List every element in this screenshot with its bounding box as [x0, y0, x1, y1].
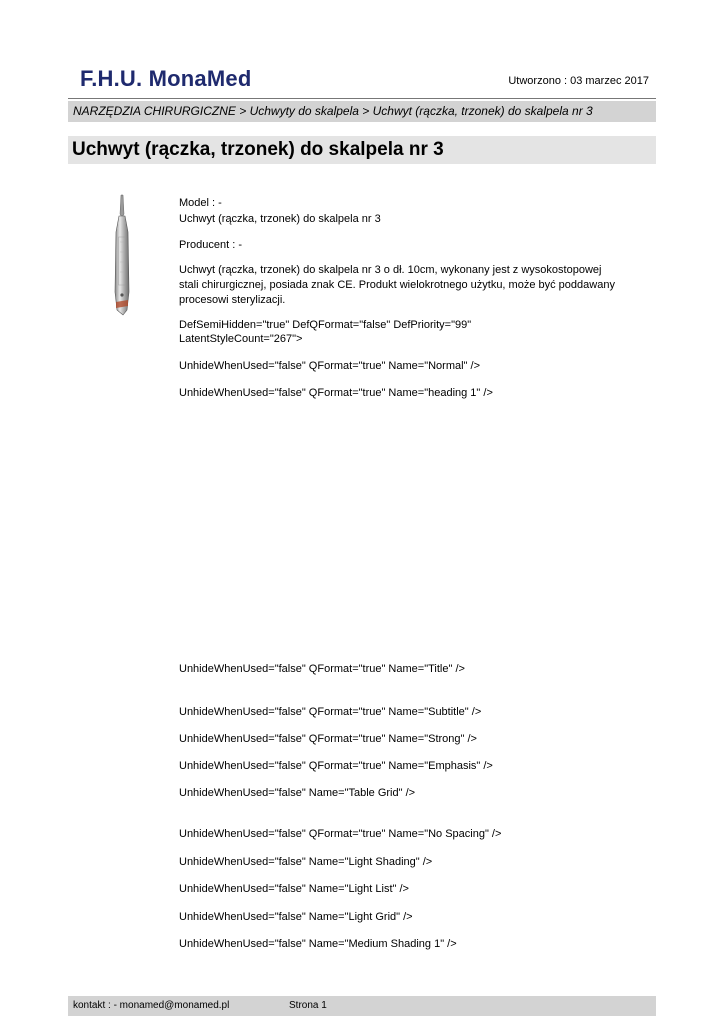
style-entry: UnhideWhenUsed="false" QFormat="true" Name="Subtitle" />	[179, 706, 482, 718]
model-label: Model : -	[179, 197, 222, 209]
model-name: Uchwyt (rączka, trzonek) do skalpela nr 3	[179, 213, 381, 225]
breadcrumb: NARZĘDZIA CHIRURGICZNE > Uchwyty do skalpela > Uchwyt (rączka, trzonek) do skalpela nr 3	[68, 101, 656, 122]
producer-label: Producent : -	[179, 239, 242, 251]
style-entry: UnhideWhenUsed="false" Name="Light List" />	[179, 883, 409, 895]
page-number: Strona 1	[289, 1000, 327, 1011]
latent-styles-line-1: DefSemiHidden="true" DefQFormat="false" DefPriority="99"	[179, 319, 472, 331]
page-title: Uchwyt (rączka, trzonek) do skalpela nr 3	[72, 139, 444, 160]
style-entry: UnhideWhenUsed="false" Name="Light Grid" />	[179, 911, 413, 923]
style-entry: UnhideWhenUsed="false" Name="Table Grid" />	[179, 787, 416, 799]
product-image	[72, 192, 172, 317]
style-entry: UnhideWhenUsed="false" QFormat="true" Name="Normal" />	[179, 360, 480, 372]
style-entry: UnhideWhenUsed="false" QFormat="true" Name="heading 1" />	[179, 387, 493, 399]
style-entry: UnhideWhenUsed="false" QFormat="true" Name="Strong" />	[179, 733, 477, 745]
created-date: Utworzono : 03 marzec 2017	[508, 75, 649, 87]
footer-contact[interactable]: kontakt : - monamed@monamed.pl	[73, 1000, 230, 1011]
header-divider	[68, 98, 656, 99]
style-entry: UnhideWhenUsed="false" Name="Medium Shading 1" />	[179, 938, 457, 950]
company-name: F.H.U. MonaMed	[80, 66, 252, 91]
product-description: Uchwyt (rączka, trzonek) do skalpela nr 3 o dł. 10cm, wykonany jest z wysokostopowej stali chirurgicznej, posiada znak CE. Produkt wielokrotnego użytku, może być poddawany procesowi sterylizacji.	[179, 264, 615, 306]
style-entry: UnhideWhenUsed="false" QFormat="true" Name="No Spacing" />	[179, 828, 502, 840]
scalpel-handle-icon	[72, 192, 172, 317]
style-entry: UnhideWhenUsed="false" QFormat="true" Name="Title" />	[179, 663, 465, 675]
latent-styles-line-2: LatentStyleCount="267">	[179, 333, 303, 345]
product-title-bar	[68, 136, 656, 164]
style-entry: UnhideWhenUsed="false" Name="Light Shading" />	[179, 856, 433, 868]
footer	[68, 996, 656, 1016]
style-entry: UnhideWhenUsed="false" QFormat="true" Name="Emphasis" />	[179, 760, 493, 772]
